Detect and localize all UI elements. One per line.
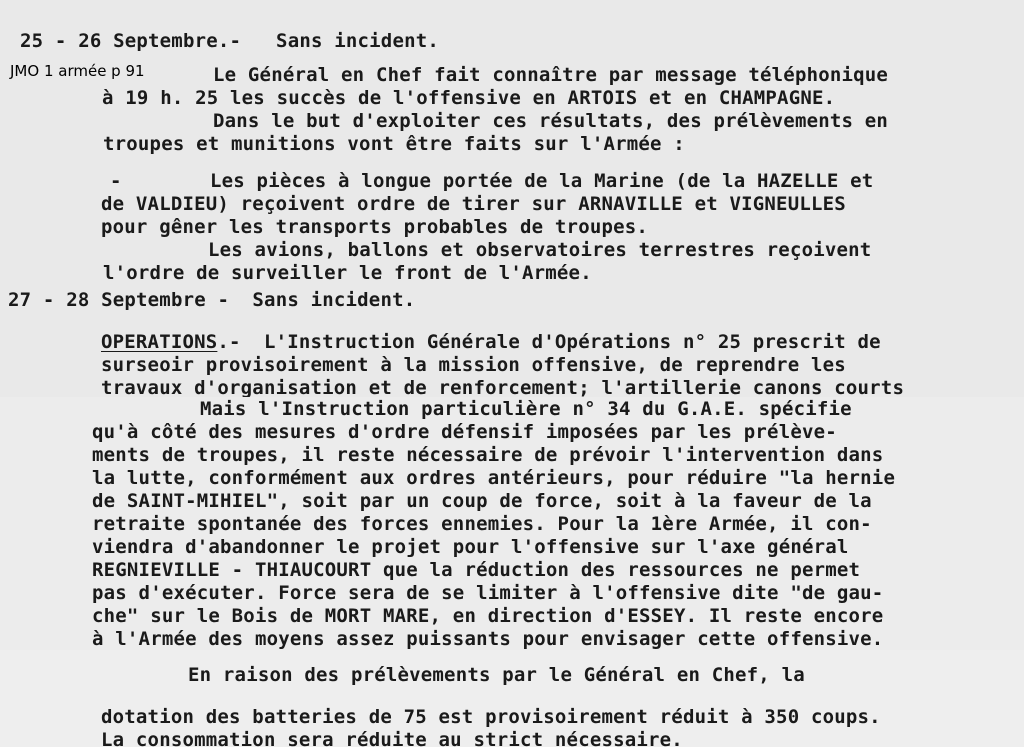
operations-paragraph-start (101, 331, 881, 353)
text-line: En raison des prélèvements par le Général en Chef, la (188, 664, 805, 686)
handwritten-annotation: JMO 1 armée p 91 (10, 62, 145, 80)
text-line: REGNIEVILLE - THIAUCOURT que la réduction des ressources ne permet (92, 559, 861, 581)
text-line: viendra d'abandonner le projet pour l'offensive sur l'axe général (92, 536, 849, 558)
text-line: de VALDIEU) reçoivent ordre de tirer sur ARNAVILLE et VIGNEULLES (101, 193, 846, 215)
date-heading-27-28: 27 - 28 Septembre - Sans incident. (8, 289, 416, 311)
operations-heading: OPERATIONS (101, 331, 218, 353)
text-line: de SAINT-MIHIEL", soit par un coup de force, soit à la faveur de la (92, 490, 872, 512)
text-line: troupes et munitions vont être faits sur l'Armée : (103, 133, 685, 155)
text-line: à l'Armée des moyens assez puissants pour envisager cette offensive. (92, 628, 884, 650)
page-fragment-3 (0, 650, 1024, 747)
date-heading-25-26: 25 - 26 Septembre.- Sans incident. (20, 30, 440, 52)
text-line: dotation des batteries de 75 est provisoirement réduit à 350 coups. (101, 706, 881, 728)
text-line: surseoir provisoirement à la mission offensive, de reprendre les (101, 354, 846, 376)
text-line: travaux d'organisation et de renforcement; l'artillerie canons courts (101, 377, 905, 397)
text-line: qu'à côté des mesures d'ordre défensif imposées par les prélève- (92, 421, 837, 443)
text-line: pour gêner les transports probables de troupes. (101, 216, 649, 238)
text-line: pas d'exécuter. Force sera de se limiter à l'offensive dite "de gau- (92, 582, 884, 604)
text-line: Mais l'Instruction particulière n° 34 du G.A.E. spécifie (200, 398, 852, 420)
operations-text: .- L'Instruction Générale d'Opérations n° 25 prescrit de (217, 331, 881, 353)
text-line: La consommation sera réduite au strict nécessaire. (101, 729, 683, 747)
text-line: che" sur le Bois de MORT MARE, en direction d'ESSEY. Il reste encore (92, 605, 884, 627)
text-line: ments de troupes, il reste nécessaire de prévoir l'intervention dans (92, 444, 884, 466)
text-line: Les avions, ballons et observatoires terrestres reçoivent (208, 239, 872, 261)
text-line: l'ordre de surveiller le front de l'Armée. (103, 262, 592, 284)
text-line: la lutte, conformément aux ordres antérieurs, pour réduire "la hernie (92, 467, 896, 489)
text-line: Le Général en Chef fait connaître par message téléphonique (213, 64, 889, 86)
text-line: Les pièces à longue portée de la Marine (de la HAZELLE et (210, 170, 874, 192)
text-line: Dans le but d'exploiter ces résultats, des prélèvements en (213, 110, 889, 132)
text-line: à 19 h. 25 les succès de l'offensive en ARTOIS et en CHAMPAGNE. (102, 87, 836, 109)
text-line: retraite spontanée des forces ennemies. Pour la 1ère Armée, il con- (92, 513, 872, 535)
list-dash: - (110, 170, 122, 192)
page-fragment-2 (0, 397, 1024, 650)
